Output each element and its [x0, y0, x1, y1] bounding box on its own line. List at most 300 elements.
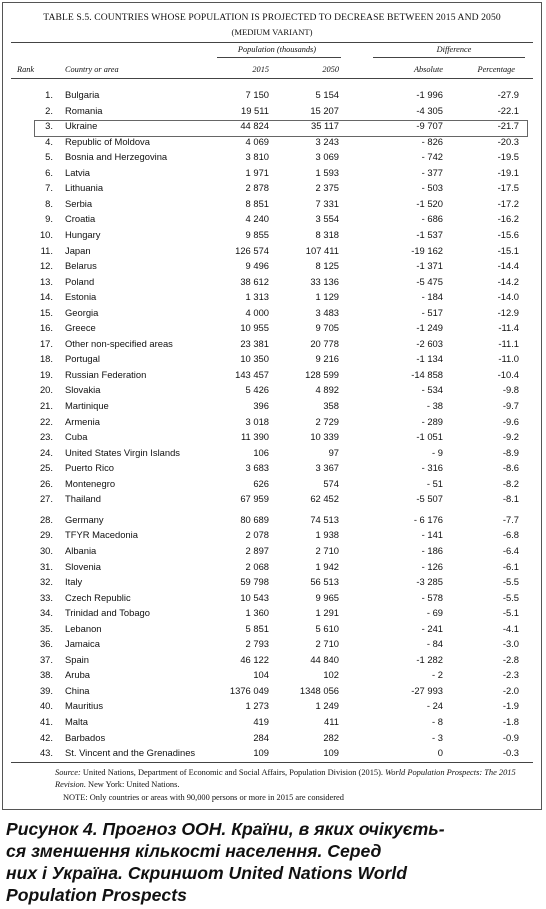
population-2015-cell: 9 855	[245, 228, 269, 240]
table-row	[3, 668, 543, 684]
population-2050-cell: 128 599	[305, 368, 339, 380]
absolute-diff-cell: -1 249	[416, 322, 443, 334]
percentage-diff-cell: -12.9	[497, 306, 519, 318]
absolute-diff-cell: - 184	[421, 291, 443, 303]
population-2015-cell: 23 381	[240, 337, 269, 349]
population-2015-cell: 143 457	[235, 368, 269, 380]
absolute-diff-cell: - 141	[421, 529, 443, 541]
rank-cell: 13.	[39, 275, 53, 287]
country-cell: Lebanon	[65, 622, 102, 634]
population-2015-cell: 104	[253, 669, 269, 681]
population-2015-cell: 106	[253, 446, 269, 458]
group-difference-header: Difference	[436, 45, 472, 54]
population-2015-cell: 1 273	[245, 700, 269, 712]
population-2050-cell: 56 513	[310, 576, 339, 588]
percentage-diff-cell: -8.2	[502, 477, 519, 489]
table-row	[3, 399, 543, 415]
country-cell: Japan	[65, 244, 91, 256]
percentage-diff-cell: -1.8	[502, 716, 519, 727]
table-row	[3, 653, 543, 669]
table-row	[3, 492, 543, 508]
absolute-diff-cell: -1 282	[416, 653, 443, 665]
table-row	[3, 544, 543, 560]
table-row	[3, 461, 543, 477]
caption-line: Рисунок 4. Прогноз ООН. Країни, в яких очікуєть-	[6, 819, 445, 839]
country-cell: Hungary	[65, 228, 101, 240]
absolute-diff-cell: - 534	[421, 384, 443, 396]
percentage-diff-cell: -8.1	[502, 493, 519, 505]
rank-cell: 31.	[39, 560, 53, 572]
rank-cell: 14.	[39, 291, 53, 303]
country-cell: China	[65, 684, 90, 696]
rank-cell: 41.	[39, 716, 53, 727]
population-2050-cell: 2 710	[315, 638, 339, 650]
population-2015-cell: 2 078	[245, 529, 269, 541]
source-text: United Nations, Department of Economic and Social Affairs, Population Division (2015).	[82, 768, 383, 777]
absolute-diff-cell: - 517	[421, 306, 443, 318]
rank-cell: 34.	[39, 607, 53, 619]
col-absolute-header: Absolute	[413, 65, 443, 74]
rank-cell: 29.	[39, 529, 53, 541]
rank-cell: 38.	[39, 669, 53, 681]
table-row	[3, 228, 543, 244]
population-2050-cell: 4 892	[315, 384, 339, 396]
table-note: NOTE: Only countries or areas with 90,000 persons or more in 2015 are considered	[63, 793, 344, 802]
rank-cell: 15.	[39, 306, 53, 318]
absolute-diff-cell: - 126	[421, 560, 443, 572]
population-2015-cell: 44 824	[240, 120, 269, 132]
population-2050-cell: 9 705	[315, 322, 339, 334]
country-cell: Slovakia	[65, 384, 101, 396]
percentage-diff-cell: -6.8	[502, 529, 519, 541]
caption-line: них і Україна. Скриншот United Nations World	[6, 863, 408, 883]
population-2015-cell: 2 793	[245, 638, 269, 650]
country-cell: Belarus	[65, 260, 97, 272]
population-2015-cell: 10 543	[240, 591, 269, 603]
percentage-diff-cell: -9.6	[502, 415, 519, 427]
source-publication: World Population Prospects: The 2015 Revision.	[55, 768, 516, 789]
population-2015-cell: 1 313	[245, 291, 269, 303]
absolute-diff-cell: - 38	[426, 400, 443, 411]
percentage-diff-cell: -19.1	[497, 166, 519, 178]
rank-cell: 35.	[39, 622, 53, 634]
population-2015-cell: 1376 049	[229, 684, 269, 696]
percentage-diff-cell: -17.2	[497, 197, 519, 209]
percentage-diff-cell: -2.0	[502, 684, 519, 696]
population-2050-cell: 2 729	[315, 415, 339, 427]
percentage-diff-cell: -8.9	[502, 446, 519, 458]
population-2050-cell: 3 069	[315, 151, 339, 163]
percentage-diff-cell: -20.3	[497, 135, 519, 147]
table-row	[3, 528, 543, 544]
rank-cell: 25.	[39, 462, 53, 474]
absolute-diff-cell: -5 475	[416, 275, 443, 287]
table-row	[3, 212, 543, 228]
table-row	[3, 699, 543, 715]
source-label: Source:	[55, 768, 81, 777]
country-cell: Czech Republic	[65, 591, 131, 603]
rank-cell: 39.	[39, 684, 53, 696]
table-row	[3, 337, 543, 353]
rank-cell: 4.	[45, 135, 53, 147]
population-2050-cell: 107 411	[305, 244, 339, 256]
table-row	[3, 513, 543, 529]
absolute-diff-cell: -4 305	[416, 104, 443, 116]
col-2050-header: 2050	[322, 65, 339, 74]
percentage-diff-cell: -27.9	[497, 89, 519, 100]
rank-cell: 12.	[39, 260, 53, 272]
country-cell: Mauritius	[65, 700, 104, 712]
population-2050-cell: 102	[323, 669, 339, 681]
rank-cell: 8.	[45, 197, 53, 209]
population-2050-cell: 44 840	[310, 653, 339, 665]
country-cell: Croatia	[65, 213, 96, 225]
country-cell: Republic of Moldova	[65, 135, 150, 147]
population-2050-cell: 74 513	[310, 513, 339, 525]
percentage-diff-cell: -15.1	[497, 244, 519, 256]
percentage-diff-cell: -4.1	[502, 622, 519, 634]
table-frame	[2, 2, 542, 810]
rank-cell: 2.	[45, 104, 53, 116]
table-row	[3, 477, 543, 493]
population-2050-cell: 1 942	[315, 560, 339, 572]
rank-cell: 18.	[39, 353, 53, 365]
table-row	[3, 259, 543, 275]
table-row	[3, 430, 543, 446]
population-2050-cell: 1348 056	[299, 684, 339, 696]
population-2015-cell: 5 851	[245, 622, 269, 634]
country-cell: Puerto Rico	[65, 462, 114, 474]
population-2015-cell: 626	[253, 477, 269, 489]
absolute-diff-cell: -1 520	[416, 197, 443, 209]
table-row	[3, 731, 543, 747]
rank-cell: 28.	[39, 513, 53, 525]
table-row	[3, 88, 543, 104]
caption-line: ся зменшення кількості населення. Серед	[6, 841, 382, 861]
country-cell: Romania	[65, 104, 103, 116]
table-row	[3, 622, 543, 638]
absolute-diff-cell: -1 051	[416, 431, 443, 443]
absolute-diff-cell: - 826	[421, 135, 443, 147]
absolute-diff-cell: - 84	[426, 638, 443, 650]
percentage-diff-cell: -15.6	[497, 228, 519, 240]
percentage-diff-cell: -2.8	[502, 653, 519, 665]
table-title: TABLE S.5. COUNTRIES WHOSE POPULATION IS PROJECTED TO DECREASE BETWEEN 2015 AND 2050	[43, 12, 501, 23]
population-2050-cell: 8 125	[315, 260, 339, 272]
absolute-diff-cell: - 377	[421, 166, 443, 178]
bottom-rule	[11, 762, 533, 763]
population-2050-cell: 10 339	[310, 431, 339, 443]
rank-cell: 10.	[39, 228, 53, 240]
table-row	[3, 197, 543, 213]
population-2015-cell: 126 574	[235, 244, 269, 256]
absolute-diff-cell: 0	[437, 747, 443, 759]
country-cell: Italy	[65, 576, 83, 588]
percentage-diff-cell: -5.5	[502, 591, 519, 603]
population-2050-cell: 3 367	[315, 462, 339, 474]
percentage-diff-cell: -11.0	[498, 353, 519, 365]
population-2050-cell: 35 117	[311, 120, 339, 132]
population-2015-cell: 38 612	[240, 275, 269, 287]
percentage-diff-cell: -17.5	[497, 182, 519, 194]
country-cell: Portugal	[65, 353, 100, 365]
country-cell: Poland	[65, 275, 95, 287]
absolute-diff-cell: - 6 176	[413, 513, 443, 525]
rank-cell: 26.	[39, 477, 53, 489]
population-2050-cell: 3 483	[315, 306, 339, 318]
rank-cell: 21.	[39, 400, 53, 411]
population-2050-cell: 1 129	[315, 291, 339, 303]
population-2050-cell: 2 710	[315, 544, 339, 556]
country-cell: Malta	[65, 716, 88, 727]
col-2015-header: 2015	[252, 65, 269, 74]
table-row	[3, 415, 543, 431]
absolute-diff-cell: - 241	[421, 622, 443, 634]
population-2015-cell: 10 350	[240, 353, 269, 365]
table-row	[3, 275, 543, 291]
population-2015-cell: 396	[253, 400, 269, 411]
table-row	[3, 104, 543, 120]
table-row	[3, 166, 543, 182]
country-cell: Other non-specified areas	[65, 337, 173, 349]
population-2050-cell: 1 593	[315, 166, 339, 178]
population-2015-cell: 8 851	[245, 197, 269, 209]
population-2050-cell: 109	[323, 747, 339, 759]
rank-cell: 23.	[39, 431, 53, 443]
absolute-diff-cell: - 686	[421, 213, 443, 225]
population-2015-cell: 4 000	[245, 306, 269, 318]
country-cell: Russian Federation	[65, 368, 147, 380]
percentage-diff-cell: -22.1	[497, 104, 519, 116]
table-row	[3, 244, 543, 260]
country-cell: Ukraine	[65, 120, 98, 132]
absolute-diff-cell: - 24	[426, 700, 443, 712]
rank-cell: 37.	[39, 653, 53, 665]
absolute-diff-cell: - 503	[421, 182, 443, 194]
population-2050-cell: 97	[328, 446, 339, 458]
table-row	[3, 383, 543, 399]
col-percentage-header: Percentage	[477, 65, 515, 74]
table-row	[3, 684, 543, 700]
col-rank-header: Rank	[17, 65, 35, 74]
percentage-diff-cell: -9.8	[502, 384, 519, 396]
population-2050-cell: 1 291	[315, 607, 339, 619]
rank-cell: 22.	[39, 415, 53, 427]
country-cell: Thailand	[65, 493, 101, 505]
rank-cell: 11.	[40, 244, 53, 256]
population-2015-cell: 9 496	[245, 260, 269, 272]
absolute-diff-cell: -3 285	[416, 576, 443, 588]
country-cell: Bulgaria	[65, 89, 100, 100]
rank-cell: 3.	[45, 120, 53, 132]
country-cell: Aruba	[65, 669, 91, 681]
population-2015-cell: 11 390	[241, 431, 269, 443]
country-cell: Martinique	[65, 400, 109, 411]
percentage-diff-cell: -9.7	[502, 400, 519, 411]
population-2015-cell: 2 068	[245, 560, 269, 572]
country-cell: United States Virgin Islands	[65, 446, 180, 458]
country-cell: Latvia	[65, 166, 91, 178]
absolute-diff-cell: -9 707	[416, 120, 443, 132]
country-cell: Lithuania	[65, 182, 104, 194]
population-2015-cell: 1 971	[245, 166, 269, 178]
population-2050-cell: 1 249	[315, 700, 339, 712]
country-cell: Estonia	[65, 291, 97, 303]
percentage-diff-cell: -6.1	[502, 560, 519, 572]
table-row	[3, 306, 543, 322]
rank-cell: 32.	[39, 576, 53, 588]
population-2015-cell: 109	[253, 747, 269, 759]
percentage-diff-cell: -14.4	[497, 260, 519, 272]
absolute-diff-cell: - 3	[432, 731, 443, 743]
table-row	[3, 150, 543, 166]
population-2015-cell: 67 959	[240, 493, 269, 505]
population-2015-cell: 284	[253, 731, 269, 743]
population-2015-cell: 3 018	[245, 415, 269, 427]
population-2050-cell: 20 778	[310, 337, 339, 349]
rank-cell: 27.	[39, 493, 53, 505]
country-cell: Montenegro	[65, 477, 116, 489]
country-cell: Georgia	[65, 306, 99, 318]
table-row	[3, 560, 543, 576]
rank-cell: 9.	[45, 213, 53, 225]
rank-cell: 5.	[45, 151, 53, 163]
percentage-diff-cell: -14.2	[497, 275, 519, 287]
table-subtitle: (MEDIUM VARIANT)	[231, 27, 313, 37]
difference-rule	[373, 57, 525, 58]
country-cell: Armenia	[65, 415, 100, 427]
percentage-diff-cell: -11.1	[498, 337, 519, 349]
header-rule	[11, 78, 533, 79]
percentage-diff-cell: -0.9	[502, 731, 519, 743]
population-2050-cell: 411	[324, 716, 339, 727]
rank-cell: 43.	[39, 747, 53, 759]
population-2050-cell: 9 216	[315, 353, 339, 365]
absolute-diff-cell: - 186	[421, 544, 443, 556]
percentage-diff-cell: -5.1	[502, 607, 519, 619]
rank-cell: 40.	[39, 700, 53, 712]
absolute-diff-cell: - 69	[426, 607, 443, 619]
population-2015-cell: 419	[253, 716, 269, 727]
percentage-diff-cell: -8.6	[502, 462, 519, 474]
percentage-diff-cell: -0.3	[502, 747, 519, 759]
population-2015-cell: 10 955	[240, 322, 269, 334]
population-2015-cell: 59 798	[240, 576, 269, 588]
percentage-diff-cell: -1.9	[502, 700, 519, 712]
country-cell: Serbia	[65, 197, 93, 209]
absolute-diff-cell: - 9	[432, 446, 443, 458]
source-place: New York: United Nations.	[88, 780, 180, 789]
country-cell: Bosnia and Herzegovina	[65, 151, 168, 163]
population-2050-cell: 62 452	[310, 493, 339, 505]
population-2050-cell: 1 938	[315, 529, 339, 541]
population-2050-cell: 15 207	[310, 104, 339, 116]
absolute-diff-cell: - 316	[421, 462, 443, 474]
rank-cell: 42.	[39, 731, 53, 743]
table-row	[3, 606, 543, 622]
absolute-diff-cell: -1 371	[416, 260, 443, 272]
country-cell: Germany	[65, 513, 104, 525]
country-cell: Albania	[65, 544, 97, 556]
absolute-diff-cell: -19 162	[411, 244, 443, 256]
country-cell: Trinidad and Tobago	[65, 607, 150, 619]
country-cell: Barbados	[65, 731, 106, 743]
absolute-diff-cell: - 2	[432, 669, 443, 681]
percentage-diff-cell: -5.5	[502, 576, 519, 588]
population-2050-cell: 282	[323, 731, 339, 743]
population-2050-cell: 3 554	[315, 213, 339, 225]
table-row	[3, 181, 543, 197]
col-country-header: Country or area	[65, 65, 119, 74]
table-row	[3, 715, 543, 731]
percentage-diff-cell: -14.0	[497, 291, 519, 303]
absolute-diff-cell: -1 537	[416, 228, 443, 240]
table-row	[3, 352, 543, 368]
percentage-diff-cell: -10.4	[497, 368, 519, 380]
population-2050-cell: 574	[323, 477, 339, 489]
percentage-diff-cell: -19.5	[497, 151, 519, 163]
percentage-diff-cell: -2.3	[502, 669, 519, 681]
rank-cell: 17.	[39, 337, 53, 349]
ukraine-highlight-box	[34, 120, 528, 137]
rank-cell: 36.	[39, 638, 53, 650]
population-2015-cell: 4 069	[245, 135, 269, 147]
population-2015-cell: 1 360	[245, 607, 269, 619]
percentage-diff-cell: -7.7	[502, 513, 519, 525]
percentage-diff-cell: -21.7	[497, 120, 519, 132]
rank-cell: 33.	[39, 591, 53, 603]
country-cell: St. Vincent and the Grenadines	[65, 747, 196, 759]
population-2015-cell: 4 240	[245, 213, 269, 225]
population-2050-cell: 5 610	[315, 622, 339, 634]
table-row	[3, 591, 543, 607]
table-row	[3, 321, 543, 337]
percentage-diff-cell: -6.4	[502, 544, 519, 556]
population-2015-cell: 46 122	[240, 653, 269, 665]
population-2015-cell: 3 683	[245, 462, 269, 474]
country-cell: Slovenia	[65, 560, 101, 572]
absolute-diff-cell: -1 996	[416, 89, 443, 100]
rank-cell: 19.	[39, 368, 53, 380]
absolute-diff-cell: -5 507	[416, 493, 443, 505]
absolute-diff-cell: - 578	[421, 591, 443, 603]
rank-cell: 6.	[45, 166, 53, 178]
population-2050-cell: 358	[323, 400, 339, 411]
population-2050-cell: 2 375	[315, 182, 339, 194]
absolute-diff-cell: -2 603	[416, 337, 443, 349]
top-rule	[11, 42, 533, 43]
population-2050-cell: 33 136	[310, 275, 339, 287]
table-row	[3, 368, 543, 384]
table-row	[3, 575, 543, 591]
table-row	[3, 637, 543, 653]
population-2015-cell: 7 150	[245, 89, 269, 100]
absolute-diff-cell: - 51	[426, 477, 443, 489]
percentage-diff-cell: -3.0	[502, 638, 519, 650]
rank-cell: 20.	[39, 384, 53, 396]
population-2050-cell: 3 243	[315, 135, 339, 147]
population-2015-cell: 19 511	[241, 104, 269, 116]
absolute-diff-cell: - 8	[432, 716, 443, 727]
table-row	[3, 746, 543, 762]
percentage-diff-cell: -11.4	[498, 322, 519, 334]
country-cell: Jamaica	[65, 638, 100, 650]
rank-cell: 30.	[39, 544, 53, 556]
percentage-diff-cell: -9.2	[502, 431, 519, 443]
population-2015-cell: 5 426	[245, 384, 269, 396]
source-note	[55, 767, 530, 791]
table-row	[3, 446, 543, 462]
